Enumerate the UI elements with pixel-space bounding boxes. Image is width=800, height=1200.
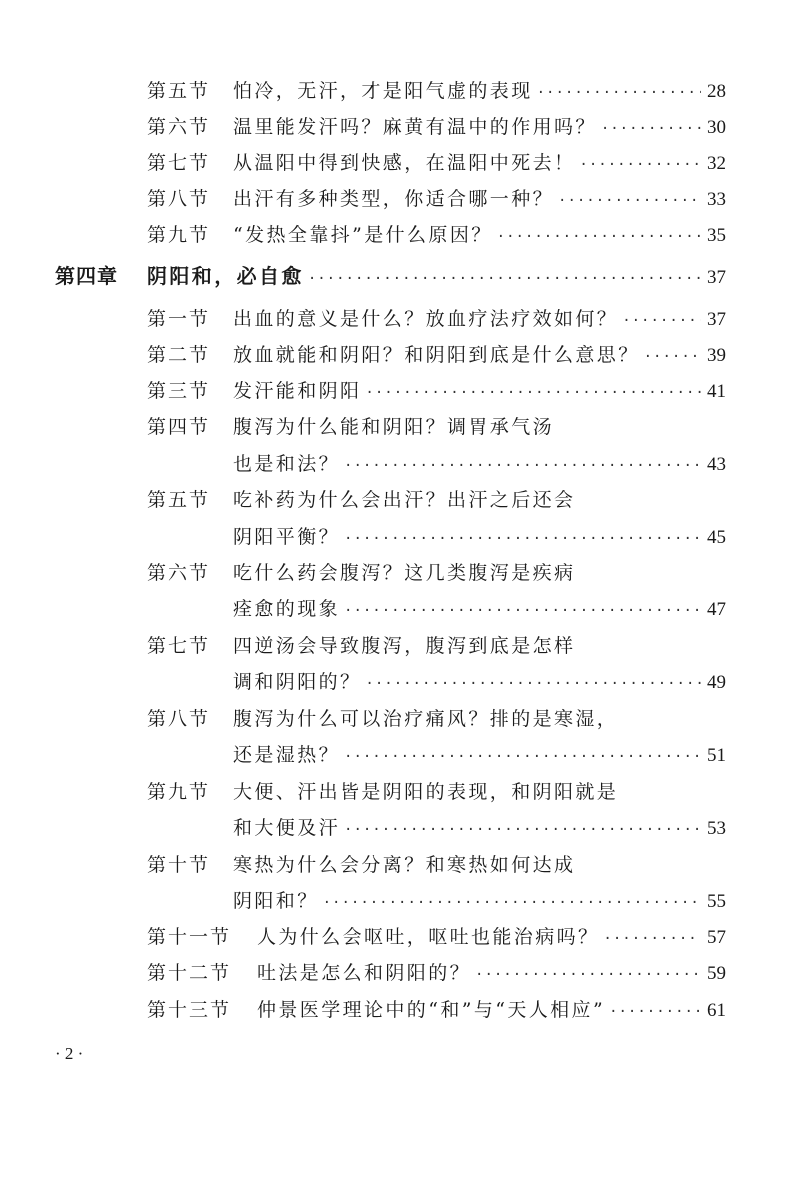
section-label: 第九节 [147,781,211,803]
dot-leader [365,380,701,406]
dot-leader [579,152,701,178]
section-title: 怕冷，无汗，才是阳气虚的表现 [233,80,533,102]
toc-entry [147,414,726,440]
page-ref: 55 [707,891,726,912]
section-title: 人为什么会呕吐，呕吐也能治病吗？ [257,926,600,948]
section-label: 第一节 [147,308,211,330]
toc-entry [147,306,726,334]
section-title: 吃什么药会腹泻？这几类腹泻是疾病 [233,562,576,584]
section-title: 腹泻为什么可以治疗痛风？排的是寒湿， [233,708,619,730]
toc-entry [147,997,726,1025]
toc-entry [147,78,726,106]
dot-leader [323,890,701,916]
page-number: · 2 · [55,1044,84,1063]
dot-leader [344,744,701,770]
section-label: 第七节 [147,635,211,657]
page-ref: 47 [707,599,726,620]
page-ref: 57 [707,927,726,948]
toc-entry [147,150,726,178]
section-label: 第十节 [147,854,211,876]
page-ref: 49 [707,672,726,693]
section-title: 温里能发汗吗？麻黄有温中的作用吗？ [233,116,597,138]
page-ref: 39 [707,345,726,366]
page-ref: 30 [707,117,726,138]
toc-entry [147,378,726,406]
section-title: 放血就能和阴阳？和阴阳到底是什么意思？ [233,344,640,366]
toc-entry [147,114,726,142]
section-label: 第九节 [147,224,211,246]
toc-entry [147,222,726,250]
dot-leader [344,526,701,552]
chapter-label: 第四章 [55,264,118,288]
page-ref: 35 [707,225,726,246]
section-label: 第二节 [147,344,211,366]
section-label: 第六节 [147,116,211,138]
page-ref: 51 [707,745,726,766]
toc-entry [147,186,726,214]
page-ref: 45 [707,527,726,548]
page-ref: 37 [707,309,726,330]
dot-leader [537,80,701,106]
dot-leader [601,116,701,142]
toc-entry-continuation [233,596,726,624]
section-label: 第七节 [147,152,211,174]
toc-entry [147,633,726,659]
section-title: 寒热为什么会分离？和寒热如何达成 [233,854,576,876]
page-ref: 32 [707,153,726,174]
section-label: 第十二节 [147,962,232,984]
page-ref: 53 [707,818,726,839]
section-label: 第三节 [147,380,211,402]
section-title-continued: 阴阳平衡？ [233,526,341,548]
section-title: 吐法是怎么和阴阳的？ [257,962,472,984]
toc-entry [147,706,726,732]
page-ref: 37 [707,267,726,288]
dot-leader [644,344,701,370]
dot-leader [622,308,701,334]
toc-entry-continuation [233,888,726,916]
toc-entry [147,779,726,805]
dot-leader [365,671,701,697]
section-title: 从温阳中得到快感，在温阳中死去！ [233,152,576,174]
page-ref: 41 [707,381,726,402]
toc-entry-continuation [233,742,726,770]
section-title: 吃补药为什么会出汗？出汗之后还会 [233,489,576,511]
dot-leader [308,266,701,292]
toc-entry [147,342,726,370]
page-ref: 59 [707,963,726,984]
dot-leader [344,453,701,479]
section-title-continued: 也是和法？ [233,453,341,475]
toc-entry-continuation [233,815,726,843]
toc-entry-continuation [233,669,726,697]
toc-entry-continuation [233,451,726,479]
section-title: “发热全靠抖”是什么原因？ [233,224,493,246]
dot-leader [603,926,701,952]
dot-leader [497,224,701,250]
section-title: 四逆汤会导致腹泻，腹泻到底是怎样 [233,635,576,657]
section-title-continued: 还是湿热？ [233,744,341,766]
toc-chapter-entry [55,263,726,292]
toc-entry [147,924,726,952]
dot-leader [558,188,701,214]
toc-entry [147,487,726,513]
section-title-continued: 调和阴阳的？ [233,671,362,693]
section-title: 腹泻为什么能和阴阳？调胃承气汤 [233,416,555,438]
page-ref: 28 [707,81,726,102]
section-title: 大便、汗出皆是阴阳的表现，和阴阳就是 [233,781,619,803]
section-label: 第四节 [147,416,211,438]
section-label: 第六节 [147,562,211,584]
section-title: 仲景医学理论中的“和”与“天人相应” [257,999,606,1021]
section-title-continued: 和大便及汗 [233,817,341,839]
section-label: 第五节 [147,489,211,511]
page-ref: 33 [707,189,726,210]
section-label: 第十一节 [147,926,232,948]
page-ref: 61 [707,1000,726,1021]
dot-leader [609,999,701,1025]
dot-leader [475,962,701,988]
toc-entry [147,560,726,586]
section-title: 出血的意义是什么？放血疗法疗效如何？ [233,308,619,330]
dot-leader [344,817,701,843]
section-label: 第十三节 [147,999,232,1021]
section-label: 第八节 [147,188,211,210]
toc-entry [147,852,726,878]
section-title: 出汗有多种类型，你适合哪一种？ [233,188,555,210]
section-title-continued: 阴阳和？ [233,890,319,912]
dot-leader [344,598,701,624]
section-title: 发汗能和阴阳 [233,380,362,402]
toc-entry [147,960,726,988]
toc-entry-continuation [233,524,726,552]
chapter-title: 阴阳和，必自愈 [147,264,304,288]
page-ref: 43 [707,454,726,475]
section-label: 第五节 [147,80,211,102]
section-label: 第八节 [147,708,211,730]
section-title-continued: 痊愈的现象 [233,598,341,620]
